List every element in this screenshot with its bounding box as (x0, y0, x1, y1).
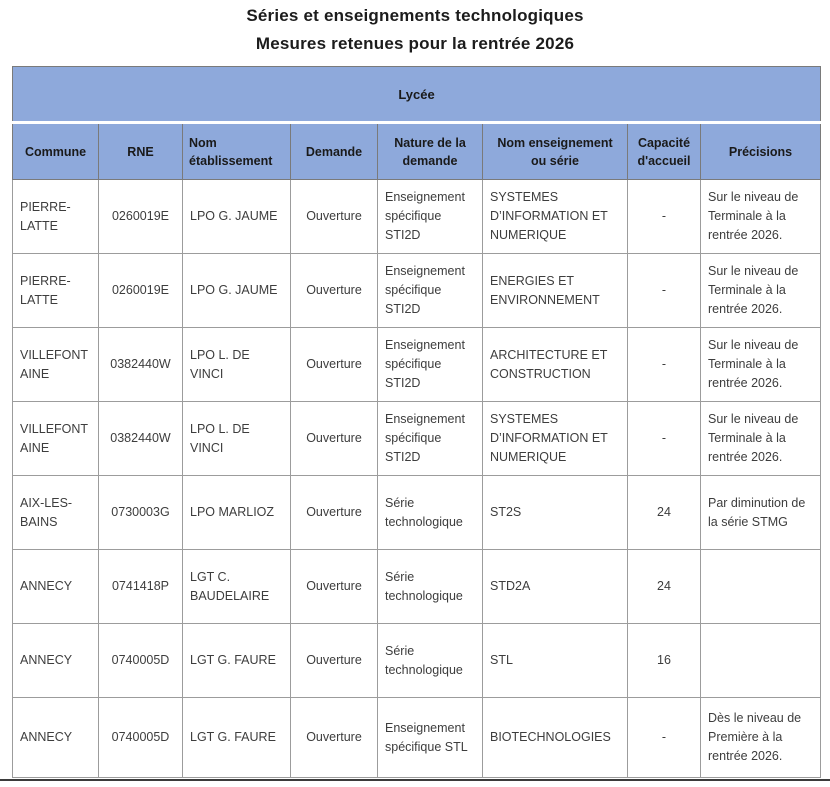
cell-demande: Ouverture (291, 624, 378, 698)
table-row (13, 254, 821, 328)
cell-demande: Ouverture (291, 550, 378, 624)
table-group-header-row (13, 67, 821, 123)
cell-precisions (701, 550, 821, 624)
cell-nature-demande: Enseignement spécifique STI2D (378, 180, 483, 254)
cell-nom-enseignement: ENERGIES ET ENVIRONNEMENT (483, 254, 628, 328)
cell-nature-demande: Série technologique (378, 624, 483, 698)
cell-demande: Ouverture (291, 254, 378, 328)
table-row (13, 328, 821, 402)
cell-nom-etablissement: LPO G. JAUME (183, 254, 291, 328)
cell-demande: Ouverture (291, 328, 378, 402)
cell-nom-enseignement: STL (483, 624, 628, 698)
cell-nature-demande: Série technologique (378, 550, 483, 624)
cell-commune: AIX-LES-BAINS (13, 476, 99, 550)
column-header-capacite-accueil: Capacité d'accueil (628, 123, 701, 180)
cell-rne: 0740005D (99, 698, 183, 778)
cell-precisions: Sur le niveau de Terminale à la rentrée 2026. (701, 328, 821, 402)
cell-commune: PIERRE-LATTE (13, 254, 99, 328)
cell-commune: ANNECY (13, 550, 99, 624)
cell-capacite-accueil: - (628, 402, 701, 476)
cell-capacite-accueil: 24 (628, 550, 701, 624)
cell-rne: 0740005D (99, 624, 183, 698)
cell-demande: Ouverture (291, 180, 378, 254)
column-header-row (13, 123, 821, 180)
table-body (13, 180, 821, 778)
cell-commune: VILLEFONTAINE (13, 328, 99, 402)
cell-nom-enseignement: ST2S (483, 476, 628, 550)
cell-commune: VILLEFONTAINE (13, 402, 99, 476)
table-row (13, 476, 821, 550)
cell-demande: Ouverture (291, 476, 378, 550)
cell-nom-enseignement: SYSTEMES D’INFORMATION ET NUMERIQUE (483, 402, 628, 476)
column-header-demande: Demande (291, 123, 378, 180)
table-group-header: Lycée (13, 67, 821, 123)
cell-nature-demande: Enseignement spécifique STI2D (378, 328, 483, 402)
cell-capacite-accueil: 24 (628, 476, 701, 550)
cell-nom-etablissement: LPO MARLIOZ (183, 476, 291, 550)
cell-nature-demande: Enseignement spécifique STL (378, 698, 483, 778)
cell-precisions: Par diminution de la série STMG (701, 476, 821, 550)
cell-nom-etablissement: LPO G. JAUME (183, 180, 291, 254)
cell-nom-enseignement: BIOTECHNOLOGIES (483, 698, 628, 778)
cell-nom-etablissement: LGT G. FAURE (183, 698, 291, 778)
cell-precisions: Sur le niveau de Terminale à la rentrée 2026. (701, 402, 821, 476)
cell-nom-etablissement: LPO L. DE VINCI (183, 402, 291, 476)
cell-rne: 0260019E (99, 180, 183, 254)
cell-demande: Ouverture (291, 698, 378, 778)
cell-nom-etablissement: LGT C. BAUDELAIRE (183, 550, 291, 624)
cell-rne: 0730003G (99, 476, 183, 550)
lycee-measures-table (12, 66, 821, 778)
column-header-rne: RNE (99, 123, 183, 180)
cell-nom-enseignement: ARCHITECTURE ET CONSTRUCTION (483, 328, 628, 402)
cell-nature-demande: Série technologique (378, 476, 483, 550)
table-row (13, 698, 821, 778)
cell-nature-demande: Enseignement spécifique STI2D (378, 402, 483, 476)
cell-precisions: Sur le niveau de Terminale à la rentrée 2026. (701, 254, 821, 328)
table-row (13, 180, 821, 254)
column-header-nom-etablissement: Nom établissement (183, 123, 291, 180)
column-header-nature-demande: Nature de la demande (378, 123, 483, 180)
cell-rne: 0382440W (99, 402, 183, 476)
cell-nom-enseignement: SYSTEMES D’INFORMATION ET NUMERIQUE (483, 180, 628, 254)
bottom-rule (0, 779, 830, 781)
cell-capacite-accueil: 16 (628, 624, 701, 698)
cell-capacite-accueil: - (628, 698, 701, 778)
cell-nom-etablissement: LGT G. FAURE (183, 624, 291, 698)
cell-nature-demande: Enseignement spécifique STI2D (378, 254, 483, 328)
title-line-2: Mesures retenues pour la rentrée 2026 (255, 34, 575, 53)
cell-precisions (701, 624, 821, 698)
cell-rne: 0260019E (99, 254, 183, 328)
title-line-1: Séries et enseignements technologiques (246, 6, 584, 25)
cell-commune: ANNECY (13, 624, 99, 698)
cell-capacite-accueil: - (628, 254, 701, 328)
cell-nom-etablissement: LPO L. DE VINCI (183, 328, 291, 402)
cell-nom-enseignement: STD2A (483, 550, 628, 624)
cell-commune: PIERRE-LATTE (13, 180, 99, 254)
page-title (0, 0, 830, 58)
cell-commune: ANNECY (13, 698, 99, 778)
cell-demande: Ouverture (291, 402, 378, 476)
table-row (13, 550, 821, 624)
table-row (13, 624, 821, 698)
column-header-precisions: Précisions (701, 123, 821, 180)
cell-rne: 0741418P (99, 550, 183, 624)
cell-rne: 0382440W (99, 328, 183, 402)
cell-precisions: Sur le niveau de Terminale à la rentrée 2026. (701, 180, 821, 254)
column-header-commune: Commune (13, 123, 99, 180)
cell-capacite-accueil: - (628, 328, 701, 402)
cell-precisions: Dès le niveau de Première à la rentrée 2026. (701, 698, 821, 778)
column-header-nom-enseignement: Nom enseignement ou série (483, 123, 628, 180)
table-row (13, 402, 821, 476)
cell-capacite-accueil: - (628, 180, 701, 254)
